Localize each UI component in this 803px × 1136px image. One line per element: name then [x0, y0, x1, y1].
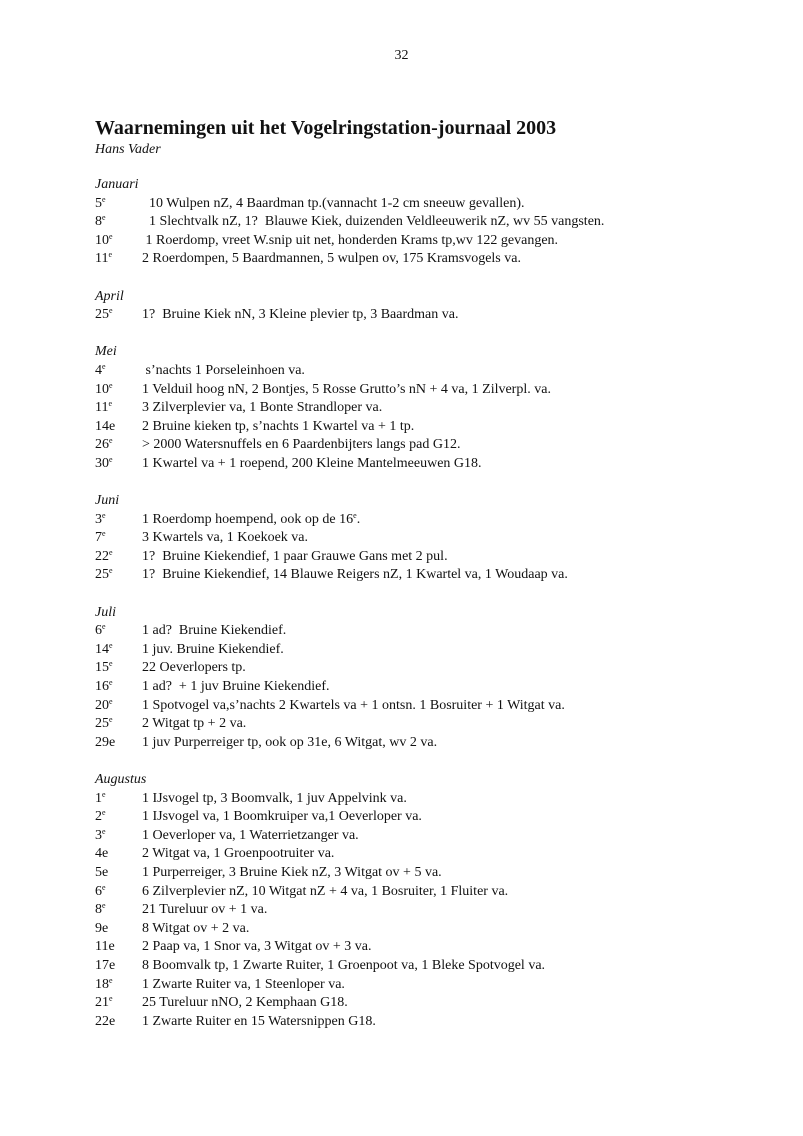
entry-text: [142, 901, 775, 920]
entry-day-number: 5: [95, 195, 102, 211]
entry-text-main: 1 Purperreiger, 3 Bruine Kiek nZ, 3 Witgat ov + 5 va.: [142, 864, 442, 880]
entry-date: [95, 901, 142, 920]
entry-date: [95, 938, 142, 957]
entry-date: [95, 641, 142, 660]
entry-day-number: 21: [95, 995, 109, 1011]
entry-day-number: 10: [95, 381, 109, 397]
entry-day-suffix: e: [109, 547, 113, 557]
entry-day-suffix: e: [109, 454, 113, 464]
entry-date: [95, 864, 142, 883]
entry-text-main: 6 Zilverplevier nZ, 10 Witgat nZ + 4 va, 1 Bosruiter, 1 Fluiter va.: [142, 883, 509, 899]
entry-text-main: 1 IJsvogel va, 1 Boomkruiper va,1 Oeverloper va.: [142, 809, 422, 825]
entry-day-number: 5e: [95, 864, 109, 880]
entry-day-suffix: e: [109, 380, 113, 390]
entry-date: [95, 566, 142, 585]
entry-date: [95, 1013, 142, 1032]
entry-text-main: 22 Oeverlopers tp.: [142, 660, 246, 676]
journal-entry: [95, 678, 775, 697]
entry-day-number: 30: [95, 455, 109, 471]
entry-day-number: 11: [95, 251, 109, 267]
journal-entry: [95, 566, 775, 585]
journal-entry: [95, 306, 775, 325]
entry-day-suffix: e: [109, 436, 113, 446]
entry-text: [142, 548, 775, 567]
entry-day-number: 6: [95, 883, 102, 899]
entry-text: [142, 659, 775, 678]
entry-day-suffix: e: [102, 194, 106, 204]
entry-date: [95, 232, 142, 251]
entry-text: [142, 195, 775, 214]
entry-text: [142, 362, 775, 381]
entry-text-main: 2 Witgat va, 1 Groenpootruiter va.: [142, 846, 335, 862]
entry-day-number: 7: [95, 530, 102, 546]
entry-date: [95, 455, 142, 474]
entry-text: [142, 678, 775, 697]
entry-day-suffix: e: [102, 529, 106, 539]
page-number: 32: [394, 48, 409, 63]
entry-date: [95, 976, 142, 995]
month-section: [95, 176, 775, 269]
entry-day-suffix: e: [109, 696, 113, 706]
entry-text: [142, 957, 775, 976]
journal-entry: [95, 901, 775, 920]
journal-entry: [95, 920, 775, 939]
month-heading: Mei: [95, 344, 117, 360]
entry-day-suffix: e: [109, 975, 113, 985]
entry-date: [95, 715, 142, 734]
entry-text-main: s’nachts 1 Porseleinhoen va.: [142, 362, 305, 378]
entry-day-number: 14e: [95, 418, 116, 434]
journal-entry: [95, 511, 775, 530]
entry-text-main: 1 Zwarte Ruiter en 15 Watersnippen G18.: [142, 1013, 376, 1029]
entry-text-main: 1 Spotvogel va,s’nachts 2 Kwartels va + 1 ontsn. 1 Bosruiter + 1 Witgat va.: [142, 697, 565, 713]
entry-text-main: 1? Bruine Kiekendief, 14 Blauwe Reigers nZ, 1 Kwartel va, 1 Woudaap va.: [142, 567, 568, 583]
entry-text: [142, 381, 775, 400]
journal-entry: [95, 381, 775, 400]
entry-date: [95, 734, 142, 753]
entry-text-main: 21 Tureluur ov + 1 va.: [142, 902, 268, 918]
entry-text-main: 3 Zilverplevier va, 1 Bonte Strandloper va.: [142, 400, 383, 416]
entry-text: [142, 418, 775, 437]
entry-day-suffix: e: [109, 566, 113, 576]
journal-entry: [95, 845, 775, 864]
entry-text: [142, 622, 775, 641]
entry-day-suffix: e: [109, 659, 113, 669]
entry-text: [142, 232, 775, 251]
entry-day-number: 29e: [95, 734, 116, 750]
article-title: Waarnemingen uit het Vogelringstation-journaal 2003: [95, 117, 557, 139]
entry-text: [142, 529, 775, 548]
entry-text: [142, 938, 775, 957]
entry-day-number: 25: [95, 307, 109, 323]
entry-text-main: 25 Tureluur nNO, 2 Kemphaan G18.: [142, 995, 348, 1011]
entry-text: [142, 734, 775, 753]
entry-text: [142, 455, 775, 474]
entry-text: [142, 250, 775, 269]
month-section: [95, 288, 775, 325]
entry-date: [95, 957, 142, 976]
journal-entry: [95, 529, 775, 548]
entry-date: [95, 418, 142, 437]
entry-day-number: 25: [95, 567, 109, 583]
journal-entry: [95, 418, 775, 437]
entry-text-main: 1 Oeverloper va, 1 Waterrietzanger va.: [142, 827, 359, 843]
month-heading: Augustus: [95, 772, 147, 787]
entry-day-suffix: e: [102, 361, 106, 371]
entry-text-main: 1? Bruine Kiekendief, 1 paar Grauwe Gans met 2 pul.: [142, 548, 448, 564]
month-heading: April: [95, 288, 124, 304]
journal-entry: [95, 976, 775, 995]
entry-day-suffix: e: [109, 306, 113, 316]
entry-text: [142, 790, 775, 809]
month-heading: Juni: [95, 493, 120, 509]
entry-day-suffix: e: [109, 640, 113, 650]
entry-date: [95, 659, 142, 678]
entry-date: [95, 195, 142, 214]
entry-text: [142, 306, 775, 325]
entry-day-number: 16: [95, 679, 109, 695]
entry-text: [142, 920, 775, 939]
entry-date: [95, 920, 142, 939]
entry-text: [142, 213, 775, 232]
entry-date: [95, 883, 142, 902]
entry-date: [95, 436, 142, 455]
entry-date: [95, 381, 142, 400]
entry-text: [142, 511, 775, 530]
entry-text-main: > 2000 Watersnuffels en 6 Paardenbijters langs pad G12.: [142, 437, 461, 453]
entry-text-main: 1 Zwarte Ruiter va, 1 Steenloper va.: [142, 976, 345, 992]
entry-text-main: 2 Witgat tp + 2 va.: [142, 716, 247, 732]
entry-date: [95, 511, 142, 530]
journal-entry: [95, 734, 775, 753]
entry-text: [142, 641, 775, 660]
entry-date: [95, 399, 142, 418]
entry-text-main: 8 Boomvalk tp, 1 Zwarte Ruiter, 1 Groenpoot va, 1 Bleke Spotvogel va.: [142, 957, 546, 973]
entry-text-main: 1 Slechtvalk nZ, 1? Blauwe Kiek, duizenden Veldleeuwerik nZ, wv 55 vangsten.: [142, 214, 605, 230]
entry-day-suffix: e: [102, 808, 106, 818]
entry-date: [95, 678, 142, 697]
author-name: Hans Vader: [95, 142, 161, 157]
entry-text-main: 1 Velduil hoog nN, 2 Bontjes, 5 Rosse Grutto’s nN + 4 va, 1 Zilverpl. va.: [142, 381, 551, 397]
entry-date: [95, 306, 142, 325]
entry-text: [142, 399, 775, 418]
journal-entry: [95, 883, 775, 902]
entry-text: [142, 994, 775, 1013]
entry-day-suffix: e: [109, 678, 113, 688]
entry-text: [142, 827, 775, 846]
entry-day-number: 8: [95, 902, 102, 918]
entry-text-suffix: e: [353, 510, 357, 520]
entry-day-suffix: e: [102, 789, 106, 799]
entry-text: [142, 883, 775, 902]
entry-text-main: 2 Roerdompen, 5 Baardmannen, 5 wulpen ov, 175 Kramsvogels va.: [142, 251, 521, 267]
month-section: [95, 604, 775, 753]
entry-text: [142, 715, 775, 734]
entry-date: [95, 529, 142, 548]
entry-day-suffix: e: [102, 901, 106, 911]
month-section: [95, 492, 775, 585]
entry-date: [95, 697, 142, 716]
entry-day-number: 4e: [95, 846, 109, 862]
entry-day-number: 25: [95, 716, 109, 732]
journal-entry: [95, 938, 775, 957]
entry-day-number: 22e: [95, 1013, 116, 1029]
journal-entry: [95, 659, 775, 678]
entry-day-suffix: e: [108, 399, 113, 409]
entry-text-main: 1 juv. Bruine Kiekendief.: [142, 641, 284, 657]
entry-day-suffix: e: [102, 213, 106, 223]
journal-entry: [95, 622, 775, 641]
journal-entry: [95, 697, 775, 716]
journal-entry: [95, 455, 775, 474]
journal-entry: [95, 808, 775, 827]
journal-entry: [95, 827, 775, 846]
entry-date: [95, 548, 142, 567]
entry-day-number: 20: [95, 697, 109, 713]
month-section: [95, 771, 775, 1031]
entry-day-number: 14: [95, 641, 109, 657]
journal-entry: [95, 436, 775, 455]
entry-text: [142, 697, 775, 716]
entry-day-suffix: e: [109, 994, 113, 1004]
journal-entry: [95, 195, 775, 214]
entry-text: [142, 808, 775, 827]
entry-day-number: 11e: [95, 939, 115, 955]
entry-date: [95, 250, 142, 269]
entry-date: [95, 845, 142, 864]
entry-day-number: 3: [95, 511, 102, 527]
entry-day-number: 11: [95, 400, 109, 416]
entry-text-main: 2 Bruine kieken tp, s’nachts 1 Kwartel va + 1 tp.: [142, 418, 415, 434]
entry-day-number: 10: [95, 232, 109, 248]
journal-entry: [95, 399, 775, 418]
journal-entry: [95, 641, 775, 660]
month-heading: Juli: [95, 604, 116, 620]
entry-text-main: 1 juv Purperreiger tp, ook op 31e, 6 Witgat, wv 2 va.: [142, 734, 438, 750]
entry-day-suffix: e: [108, 250, 113, 260]
journal-entry: [95, 250, 775, 269]
entry-day-number: 18: [95, 976, 109, 992]
entry-day-suffix: e: [102, 510, 106, 520]
entry-text-main: 1? Bruine Kiek nN, 3 Kleine plevier tp, 3 Baardman va.: [142, 307, 459, 323]
entry-day-number: 2: [95, 809, 102, 825]
entry-day-number: 1: [95, 790, 102, 806]
month-section: [95, 343, 775, 473]
entry-day-suffix: e: [102, 882, 106, 892]
entry-day-number: 15: [95, 660, 109, 676]
entry-day-suffix: e: [109, 715, 113, 725]
entry-date: [95, 213, 142, 232]
journal-entry: [95, 864, 775, 883]
entry-day-number: 22: [95, 548, 109, 564]
entry-day-number: 9e: [95, 920, 109, 936]
entry-text-main: 1 ad? + 1 juv Bruine Kiekendief.: [142, 679, 330, 695]
entry-text-main: 1 Roerdomp hoempend, ook op de 16: [142, 511, 354, 527]
journal-entry: [95, 1013, 775, 1032]
entry-day-number: 26: [95, 437, 109, 453]
entry-text: [142, 864, 775, 883]
journal-entry: [95, 994, 775, 1013]
journal-entry: [95, 232, 775, 251]
entry-text-main: 10 Wulpen nZ, 4 Baardman tp.(vannacht 1-2 cm sneeuw gevallen).: [142, 195, 525, 211]
journal-entry: [95, 715, 775, 734]
journal-entry: [95, 362, 775, 381]
entry-text: [142, 845, 775, 864]
journal-entries: [95, 176, 775, 1050]
entry-text: [142, 566, 775, 585]
entry-day-suffix: e: [109, 231, 113, 241]
entry-text-main: 2 Paap va, 1 Snor va, 3 Witgat ov + 3 va.: [142, 939, 372, 955]
month-heading: Januari: [95, 177, 139, 192]
entry-date: [95, 827, 142, 846]
entry-text-main: 1 Roerdomp, vreet W.snip uit net, honderden Krams tp,wv 122 gevangen.: [142, 232, 559, 248]
entry-text: [142, 1013, 775, 1032]
entry-text: [142, 976, 775, 995]
entry-text-main: 8 Witgat ov + 2 va.: [142, 920, 250, 936]
journal-entry: [95, 548, 775, 567]
journal-entry: [95, 957, 775, 976]
entry-day-number: 6: [95, 623, 102, 639]
entry-text-main: 1 IJsvogel tp, 3 Boomvalk, 1 juv Appelvink va.: [142, 790, 407, 806]
entry-text: [142, 436, 775, 455]
entry-day-number: 17e: [95, 957, 116, 973]
entry-date: [95, 994, 142, 1013]
entry-text-main: 1 ad? Bruine Kiekendief.: [142, 623, 287, 639]
entry-date: [95, 622, 142, 641]
entry-date: [95, 362, 142, 381]
entry-day-suffix: e: [102, 826, 106, 836]
entry-text-main: 3 Kwartels va, 1 Koekoek va.: [142, 530, 309, 546]
entry-day-number: 3: [95, 827, 102, 843]
entry-date: [95, 808, 142, 827]
entry-text-end: .: [356, 511, 361, 527]
entry-day-number: 4: [95, 362, 102, 378]
journal-entry: [95, 790, 775, 809]
entry-text-main: 1 Kwartel va + 1 roepend, 200 Kleine Mantelmeeuwen G18.: [142, 455, 482, 471]
entry-date: [95, 790, 142, 809]
entry-day-number: 8: [95, 214, 102, 230]
entry-day-suffix: e: [102, 622, 106, 632]
journal-entry: [95, 213, 775, 232]
